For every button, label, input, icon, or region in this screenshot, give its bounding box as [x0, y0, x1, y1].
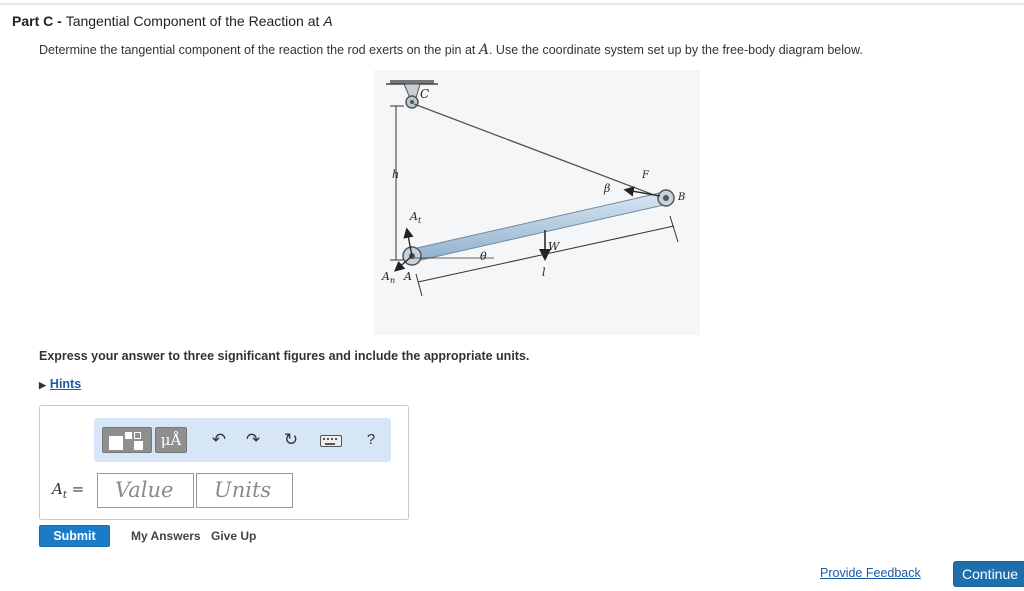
label-at: A — [410, 210, 418, 223]
label-a: A — [404, 270, 412, 283]
label-theta: θ — [480, 250, 487, 263]
provide-feedback-link[interactable]: Provide Feedback — [820, 566, 921, 580]
value-input[interactable]: Value — [97, 473, 194, 508]
keyboard-icon[interactable] — [319, 427, 343, 453]
label-beta: β — [604, 182, 611, 195]
question-var: A — [478, 42, 489, 58]
hints-label[interactable]: Hints — [49, 377, 82, 391]
label-an-sub: n — [390, 276, 396, 285]
redo-icon[interactable]: ↷ — [245, 430, 261, 449]
diagram-svg — [374, 70, 700, 335]
undo-icon[interactable]: ↶ — [211, 430, 227, 449]
rod-ab — [408, 192, 668, 262]
label-an: A — [382, 270, 390, 283]
part-title-var: A — [323, 13, 333, 29]
units-button[interactable]: μÅ — [155, 427, 187, 453]
question-before: Determine the tangential component of the reaction the rod exerts on the pin at — [39, 43, 479, 57]
top-divider — [0, 3, 1024, 5]
part-title-text: Tangential Component of the Reaction at — [65, 13, 324, 29]
question-after: . Use the coordinate system set up by the free-body diagram below. — [488, 43, 863, 57]
cable-cb — [414, 104, 662, 198]
answer-label-sub: t — [62, 490, 67, 501]
part-prefix: Part C — [12, 13, 54, 29]
part-title — [12, 13, 333, 29]
answer-box — [39, 405, 409, 520]
instruction-text: Express your answer to three significant figures and include the appropriate units. — [39, 349, 530, 363]
label-c: C — [420, 87, 430, 101]
give-up-link[interactable]: Give Up — [211, 529, 257, 543]
help-button[interactable]: ? — [366, 431, 376, 448]
answer-label-var: A — [52, 480, 63, 498]
triangle-right-icon: ▶ — [39, 380, 46, 390]
label-w: W — [548, 240, 560, 253]
hints-toggle[interactable] — [39, 377, 81, 391]
label-f: F — [642, 170, 649, 181]
label-b: B — [678, 192, 686, 203]
my-answers-link[interactable]: My Answers — [131, 529, 201, 543]
label-h: h — [392, 168, 400, 181]
math-toolbar — [94, 418, 391, 462]
templates-icon[interactable] — [102, 427, 152, 453]
label-l: l — [542, 266, 546, 279]
part-separator: - — [53, 13, 66, 29]
question-text — [39, 42, 863, 58]
continue-button[interactable]: Continue — [953, 561, 1024, 587]
reset-icon[interactable]: ↻ — [283, 430, 299, 449]
units-input[interactable]: Units — [196, 473, 293, 508]
label-at-sub: t — [418, 216, 422, 225]
answer-label-eq: = — [66, 480, 85, 498]
answer-label — [52, 480, 84, 501]
submit-button[interactable]: Submit — [39, 525, 110, 547]
free-body-diagram — [374, 70, 700, 335]
